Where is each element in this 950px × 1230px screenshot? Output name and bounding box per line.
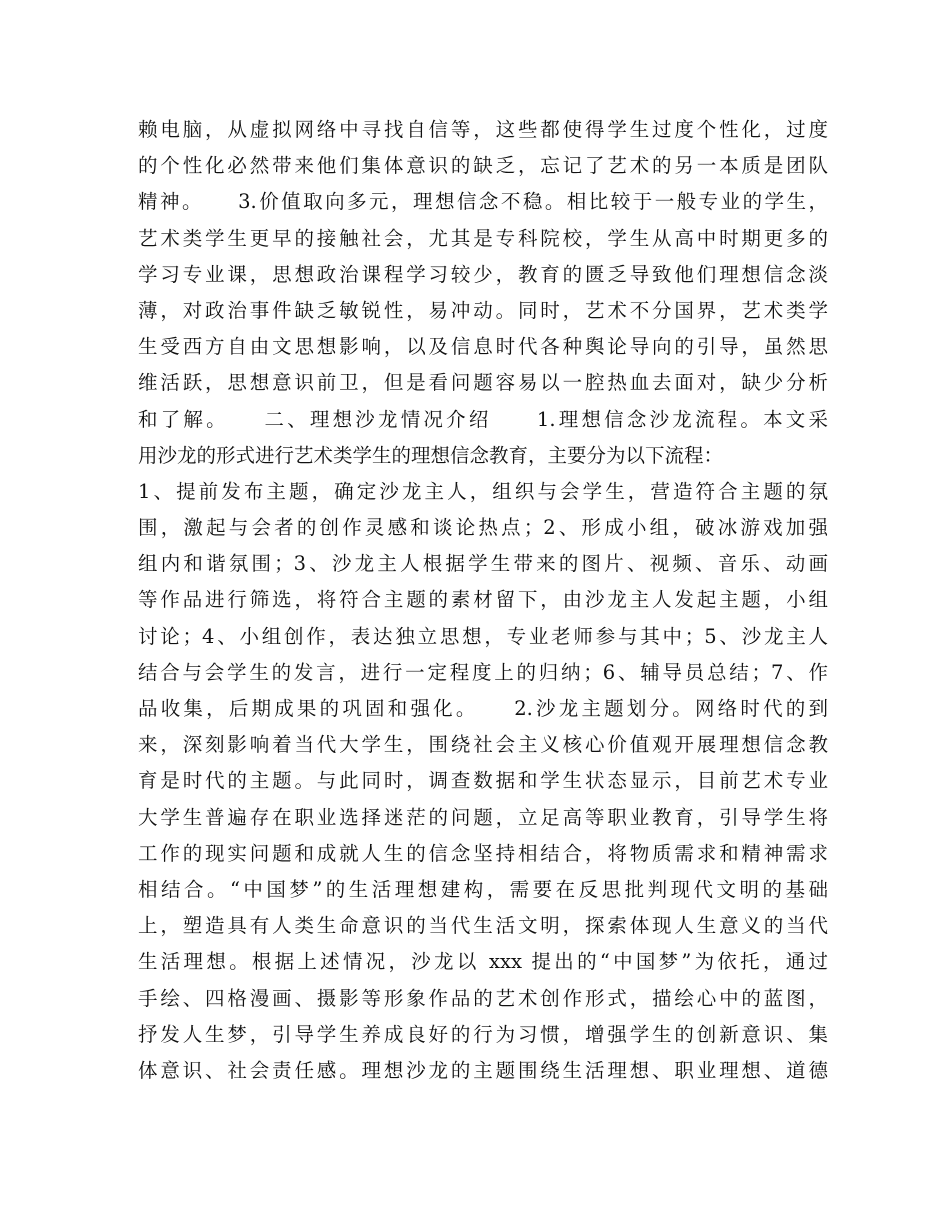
text-line: 赖电脑，从虚拟网络中寻找自信等，这些都使得学生过度个性化，过度 [138,118,828,141]
text-line: 抒发人生梦，引导学生养成良好的行为习惯，增强学生的创新意识、集 [138,1022,828,1046]
text-line: 工作的现实问题和成就人生的信念坚持相结合，将物质需求和精神需求 [138,841,828,865]
text-line: 1、提前发布主题，确定沙龙主人，组织与会学生，营造符合主题的氛 [138,479,828,503]
text-line: 品收集，后期成果的巩固和强化。 2.沙龙主题划分。网络时代的到 [138,697,828,720]
text-line: 讨论；4、小组创作，表达独立思想，专业老师参与其中；5、沙龙主人 [138,624,828,648]
text-line: 大学生普遍存在职业选择迷茫的问题，立足高等职业教育，引导学生将 [138,805,828,829]
text-line: 体意识、社会责任感。理想沙龙的主题围绕生活理想、职业理想、道德 [138,1058,828,1082]
text-line: 薄，对政治事件缺乏敏锐性，易冲动。同时，艺术不分国界，艺术类学 [138,298,828,322]
text-line: 维活跃，思想意识前卫，但是看问题容易以一腔热血去面对，缺少分析 [138,371,828,395]
text-line: 和了解。 二、理想沙龙情况介绍 1.理想信念沙龙流程。本文采 [138,407,828,431]
body-text [138,112,828,1089]
text-line: 艺术类学生更早的接触社会，尤其是专科院校，学生从高中时期更多的 [138,226,828,250]
text-line: 学习专业课，思想政治课程学习较少，教育的匮乏导致他们理想信念淡 [138,262,828,286]
text-line: 来，深刻影响着当代大学生，围绕社会主义核心价值观开展理想信念教 [138,733,828,757]
text-line: 结合与会学生的发言，进行一定程度上的归纳；6、辅导员总结；7、作 [138,660,828,684]
text-line: 组内和谐氛围；3、沙龙主人根据学生带来的图片、视频、音乐、动画 [138,552,828,576]
text-line: 手绘、四格漫画、摄影等形象作品的艺术创作形式，描绘心中的蓝图， [138,986,828,1010]
text-line: 精神。 3.价值取向多元，理想信念不稳。相比较于一般专业的学生， [138,190,828,214]
text-line: 生活理想。根据上述情况，沙龙以 xxx 提出的“中国梦”为依托，通过 [138,950,828,974]
text-line: 的个性化必然带来他们集体意识的缺乏，忘记了艺术的另一本质是团队 [138,154,828,178]
text-line: 用沙龙的形式进行艺术类学生的理想信念教育，主要分为以下流程： [138,443,724,467]
text-line: 上，塑造具有人类生命意识的当代生活文明，探索体现人生意义的当代 [138,914,828,938]
text-line: 生受西方自由文思想影响，以及信息时代各种舆论导向的引导，虽然思 [138,335,828,359]
text-line: 等作品进行筛选，将符合主题的素材留下，由沙龙主人发起主题，小组 [138,588,828,612]
text-line: 育是时代的主题。与此同时，调查数据和学生状态显示，目前艺术专业 [138,769,828,793]
text-line: 围，激起与会者的创作灵感和谈论热点；2、形成小组，破冰游戏加强 [138,516,828,540]
text-line: 相结合。“中国梦”的生活理想建构，需要在反思批判现代文明的基础 [138,877,828,901]
